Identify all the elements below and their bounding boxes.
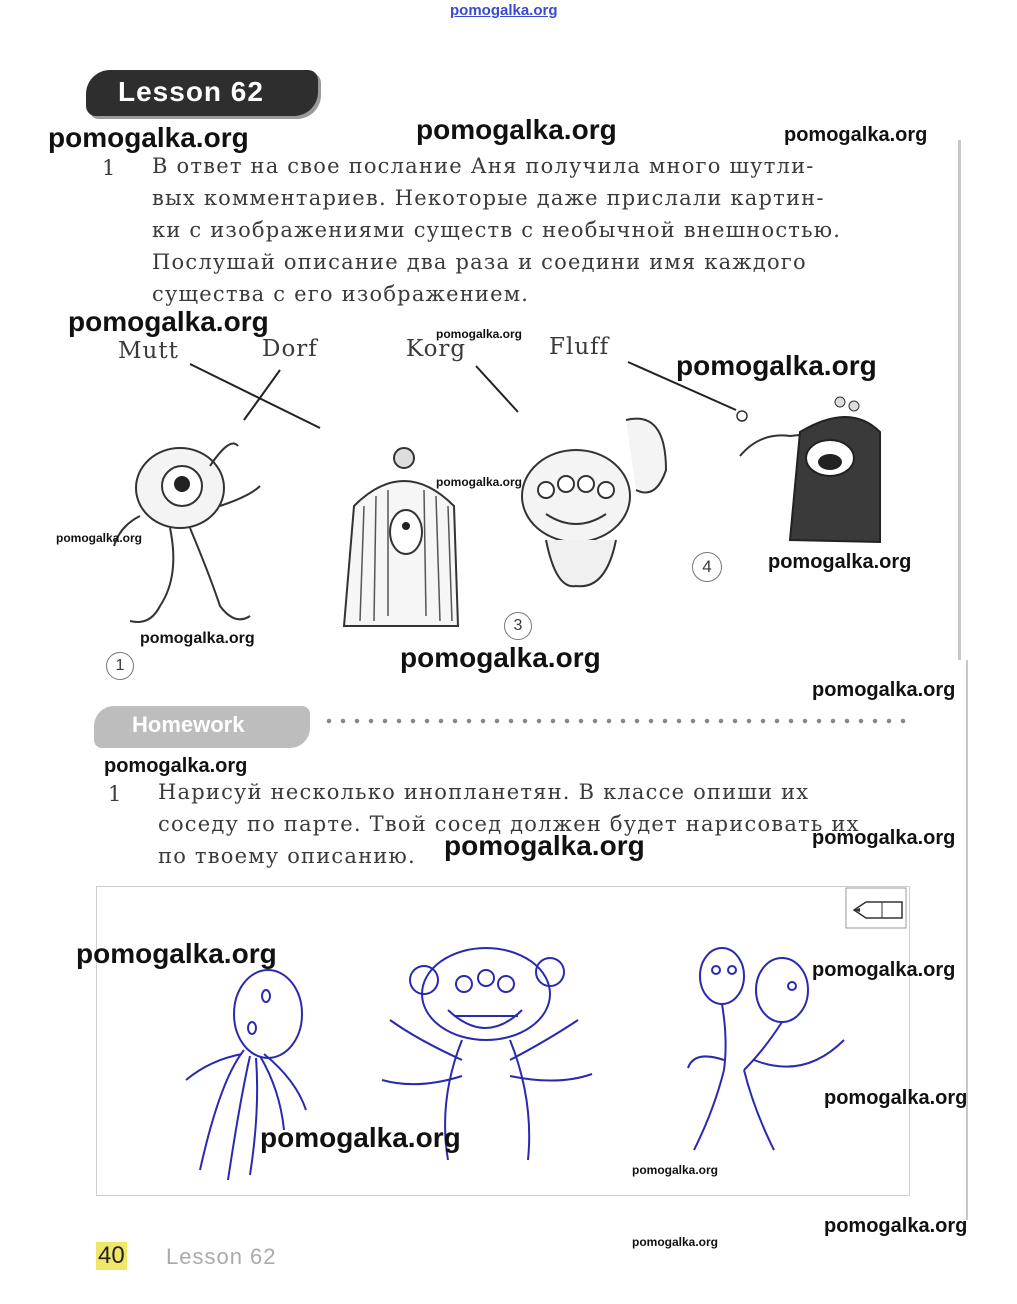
watermark: pomogalka.org [812,679,956,701]
picture-number-4: 4 [692,552,722,582]
top-watermark[interactable]: pomogalka.org [450,2,558,19]
homework-line: соседу по парте. Твой сосед должен будет нарисовать их [158,812,860,836]
creature-4-illustration [730,392,900,542]
creature-3-illustration [516,410,686,600]
match-line-mutt [190,364,320,428]
task1-line: В ответ на свое послание Аня получила много шутли- [152,154,815,178]
homework-line: Нарисуй несколько инопланетян. В классе опиши их [158,780,810,804]
watermark: pomogalka.org [812,959,956,981]
homework-number: 1 [108,782,122,806]
task1-number: 1 [102,156,116,180]
creature-name-dorf: Dorf [262,336,318,362]
watermark: pomogalka.org [824,1215,968,1237]
watermark: pomogalka.org [416,114,617,145]
creature-name-korg: Korg [406,336,467,362]
watermark: pomogalka.org [824,1087,968,1109]
task1-line: ки с изображениями существ с необычной внешностью. [152,218,842,242]
page-number: 40 [98,1242,125,1269]
dotted-divider [322,718,912,724]
watermark: pomogalka.org [260,1122,461,1153]
watermark: pomogalka.org [104,755,248,777]
drawn-alien-1 [180,970,310,1190]
watermark: pomogalka.org [436,475,523,489]
creature-name-fluff: Fluff [549,334,610,360]
watermark: pomogalka.org [56,531,143,545]
watermark: pomogalka.org [784,124,928,146]
watermark: pomogalka.org [444,830,645,861]
lesson-title: Lesson 62 [118,76,264,107]
watermark: pomogalka.org [632,1163,719,1177]
watermark: pomogalka.org [68,306,269,337]
watermark: pomogalka.org [140,630,255,647]
picture-number-1: 1 [106,652,134,680]
watermark: pomogalka.org [76,938,277,969]
watermark: pomogalka.org [768,551,912,573]
creature-name-mutt: Mutt [118,338,179,364]
watermark: pomogalka.org [48,122,249,153]
picture-number-3: 3 [504,612,532,640]
watermark: pomogalka.org [400,642,601,673]
drawn-alien-3 [684,950,854,1170]
homework-line: по твоему описанию. [158,844,416,868]
task1-line: существа с его изображением. [152,282,530,306]
match-line-korg [476,366,518,412]
homework-title: Homework [132,712,245,737]
task1-line: Послушай описание два раза и соедини имя каждого [152,250,807,274]
homework-badge [94,706,310,748]
watermark: pomogalka.org [812,827,956,849]
match-line-dorf [244,370,280,420]
watermark: pomogalka.org [632,1235,719,1249]
task1-line: вых комментариев. Некоторые даже прислали картин- [152,186,825,210]
drawn-alien-2 [378,950,608,1190]
watermark: pomogalka.org [676,350,877,381]
footer-lesson-label: Lesson 62 [166,1244,277,1269]
watermark: pomogalka.org [436,327,523,341]
pencil-icon [846,888,906,928]
